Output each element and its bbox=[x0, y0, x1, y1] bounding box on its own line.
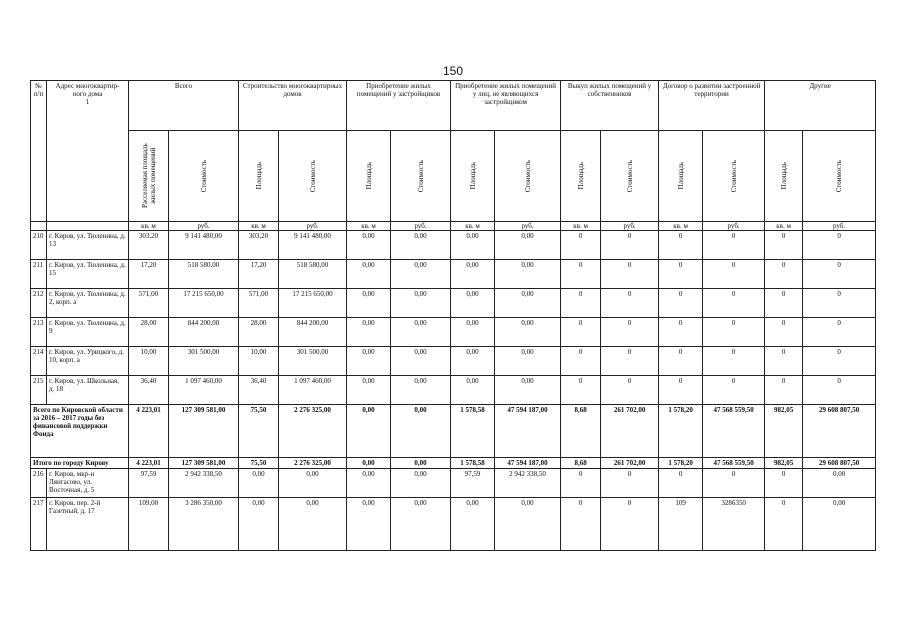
row-number: 213 bbox=[31, 318, 47, 347]
row-value: 0 bbox=[561, 376, 601, 405]
resettlement-table bbox=[30, 80, 876, 551]
row-value: 75,50 bbox=[239, 458, 279, 469]
row-value: 2 942 338,50 bbox=[495, 469, 561, 498]
unit-cell: кв. м bbox=[239, 222, 279, 231]
row-value: 0,00 bbox=[391, 405, 451, 458]
row-value: 0 bbox=[703, 347, 765, 376]
row-number: 214 bbox=[31, 347, 47, 376]
row-address: г. Киров, пер. 2-й Газетный, д. 17 bbox=[47, 498, 129, 551]
row-value: 0 bbox=[703, 469, 765, 498]
row-value: 0,00 bbox=[495, 260, 561, 289]
total-row bbox=[31, 458, 876, 469]
row-value: 0,00 bbox=[279, 469, 347, 498]
row-value: 127 309 581,00 bbox=[169, 458, 239, 469]
row-value: 0 bbox=[601, 498, 659, 551]
row-value: 0,00 bbox=[239, 498, 279, 551]
row-value: 0 bbox=[659, 231, 703, 260]
row-value: 0,00 bbox=[803, 469, 876, 498]
row-value: 0,00 bbox=[495, 498, 561, 551]
row-value: 0 bbox=[703, 318, 765, 347]
row-value: 17,20 bbox=[239, 260, 279, 289]
page-number: 150 bbox=[443, 64, 464, 78]
row-value: 0 bbox=[803, 289, 876, 318]
row-value: 1 578,58 bbox=[451, 458, 495, 469]
row-value: 0,00 bbox=[495, 231, 561, 260]
subheader-label: Стоимость bbox=[523, 159, 532, 193]
row-value: 0 bbox=[765, 469, 803, 498]
unit-cell: руб. bbox=[601, 222, 659, 231]
row-value: 0 bbox=[803, 376, 876, 405]
row-address: г. Киров, ул. Тюленина, д. 9 bbox=[47, 318, 129, 347]
subheader-cost bbox=[169, 131, 239, 222]
table-row bbox=[31, 260, 876, 289]
row-number: 212 bbox=[31, 289, 47, 318]
row-value: 17 215 650,00 bbox=[279, 289, 347, 318]
row-value: 261 702,00 bbox=[601, 458, 659, 469]
row-value: 10,00 bbox=[239, 347, 279, 376]
subheader-label: Площадь bbox=[576, 162, 585, 190]
row-value: 0 bbox=[659, 347, 703, 376]
row-value: 0,00 bbox=[239, 469, 279, 498]
subheader-label: Стоимость bbox=[729, 159, 738, 193]
table-row bbox=[31, 318, 876, 347]
row-value: 0 bbox=[803, 347, 876, 376]
total-label: Итого по городу Кирову bbox=[31, 458, 129, 469]
unit-cell: кв. м bbox=[561, 222, 601, 231]
subheader-area bbox=[239, 131, 279, 222]
row-value: 844 200,00 bbox=[169, 318, 239, 347]
header-group-total: Всего bbox=[129, 81, 239, 131]
row-value: 0,00 bbox=[495, 347, 561, 376]
unit-cell: кв. м bbox=[451, 222, 495, 231]
row-value: 0,00 bbox=[347, 260, 391, 289]
row-address: г. Киров, ул. Школьная, д. 18 bbox=[47, 376, 129, 405]
row-value: 0 bbox=[561, 289, 601, 318]
row-value: 0,00 bbox=[391, 289, 451, 318]
row-value: 0 bbox=[561, 469, 601, 498]
row-value: 0,00 bbox=[451, 231, 495, 260]
row-value: 0,00 bbox=[347, 318, 391, 347]
subheader-label: Стоимость bbox=[199, 159, 208, 193]
row-value: 0,00 bbox=[391, 260, 451, 289]
subheader-label: Стоимость bbox=[308, 159, 317, 193]
row-value: 0,00 bbox=[347, 347, 391, 376]
row-value: 0 bbox=[765, 260, 803, 289]
row-value: 1 097 460,00 bbox=[279, 376, 347, 405]
row-address: г. Киров, ул. Тюленина, д. 2, корп. а bbox=[47, 289, 129, 318]
total-label: Всего по Кировской области за 2016 – 2017 годы без финансовой поддержки Фонда bbox=[31, 405, 129, 458]
subheader-area bbox=[561, 131, 601, 222]
table-row bbox=[31, 498, 876, 551]
row-value: 301 500,00 bbox=[169, 347, 239, 376]
row-value: 0,00 bbox=[347, 498, 391, 551]
row-value: 0 bbox=[561, 498, 601, 551]
row-value: 982,05 bbox=[765, 458, 803, 469]
row-address: г. Киров, ул. Урицкого, д. 10, корп. а bbox=[47, 347, 129, 376]
subheader-label: Площадь bbox=[254, 162, 263, 190]
row-value: 0,00 bbox=[495, 376, 561, 405]
row-value: 0,00 bbox=[391, 498, 451, 551]
row-value: 0,00 bbox=[347, 469, 391, 498]
row-value: 109,00 bbox=[129, 498, 169, 551]
row-value: 0 bbox=[601, 231, 659, 260]
row-value: 982,05 bbox=[765, 405, 803, 458]
subheader-cost bbox=[703, 131, 765, 222]
row-value: 47 594 187,00 bbox=[495, 458, 561, 469]
row-value: 303,20 bbox=[129, 231, 169, 260]
subheader-label: Стоимость bbox=[416, 159, 425, 193]
row-value: 0,00 bbox=[391, 458, 451, 469]
unit-cell: кв. м bbox=[129, 222, 169, 231]
row-value: 47 568 559,50 bbox=[703, 405, 765, 458]
row-value: 571,00 bbox=[129, 289, 169, 318]
row-value: 0 bbox=[703, 231, 765, 260]
row-value: 0 bbox=[561, 318, 601, 347]
row-value: 0 bbox=[561, 231, 601, 260]
row-value: 29 608 807,50 bbox=[803, 458, 876, 469]
row-value: 1 578,58 bbox=[451, 405, 495, 458]
subheader-resettled-area bbox=[129, 131, 169, 222]
row-value: 261 702,00 bbox=[601, 405, 659, 458]
unit-cell: руб. bbox=[703, 222, 765, 231]
row-value: 0 bbox=[601, 376, 659, 405]
row-value: 0 bbox=[659, 376, 703, 405]
subheader-label: Стоимость bbox=[835, 159, 844, 193]
subheader-label: Площадь bbox=[676, 162, 685, 190]
row-value: 0 bbox=[765, 318, 803, 347]
row-value: 0 bbox=[765, 231, 803, 260]
row-value: 0,00 bbox=[451, 318, 495, 347]
header-address-label: Адрес многоквартир-ного дома bbox=[55, 82, 120, 98]
table-row bbox=[31, 376, 876, 405]
row-value: 0 bbox=[703, 376, 765, 405]
row-value: 0,00 bbox=[391, 469, 451, 498]
row-value: 0,00 bbox=[495, 289, 561, 318]
row-value: 2 276 325,00 bbox=[279, 405, 347, 458]
row-value: 0,00 bbox=[347, 458, 391, 469]
row-number: 217 bbox=[31, 498, 47, 551]
unit-cell: кв. м bbox=[347, 222, 391, 231]
row-value: 97,59 bbox=[451, 469, 495, 498]
row-value: 28,00 bbox=[129, 318, 169, 347]
row-number: 211 bbox=[31, 260, 47, 289]
row-value: 1 578,20 bbox=[659, 458, 703, 469]
unit-cell: кв. м bbox=[765, 222, 803, 231]
row-value: 1 578,20 bbox=[659, 405, 703, 458]
row-value: 0 bbox=[659, 318, 703, 347]
row-value: 571,00 bbox=[239, 289, 279, 318]
row-address: г. Киров, ул. Тюленина, д. 15 bbox=[47, 260, 129, 289]
row-value: 0 bbox=[601, 289, 659, 318]
row-value: 0 bbox=[765, 347, 803, 376]
row-value: 28,00 bbox=[239, 318, 279, 347]
row-value: 844 200,00 bbox=[279, 318, 347, 347]
row-value: 0 bbox=[703, 289, 765, 318]
unit-cell: руб. bbox=[803, 222, 876, 231]
row-value: 3 286 350,00 bbox=[169, 498, 239, 551]
row-value: 3286350 bbox=[703, 498, 765, 551]
table-row bbox=[31, 347, 876, 376]
row-value: 0,00 bbox=[347, 376, 391, 405]
row-value: 127 309 581,00 bbox=[169, 405, 239, 458]
row-value: 0 bbox=[601, 469, 659, 498]
row-value: 97,59 bbox=[129, 469, 169, 498]
row-value: 0,00 bbox=[347, 231, 391, 260]
row-value: 36,40 bbox=[239, 376, 279, 405]
row-value: 0,00 bbox=[451, 376, 495, 405]
unit-cell: кв. м bbox=[659, 222, 703, 231]
row-value: 0 bbox=[803, 318, 876, 347]
header-group-construction: Строительство многоквартирных домов bbox=[239, 81, 347, 131]
row-value: 0,00 bbox=[803, 498, 876, 551]
header-num: № п/п bbox=[31, 81, 47, 222]
subheader-label: Площадь bbox=[779, 162, 788, 190]
row-value: 0,00 bbox=[451, 289, 495, 318]
row-address: г. Киров, мкр-н Лянгасово, ул. Восточная, д. 5 bbox=[47, 469, 129, 498]
row-value: 0 bbox=[659, 289, 703, 318]
unit-cell: руб. bbox=[279, 222, 347, 231]
unit-cell-empty bbox=[31, 222, 47, 231]
row-value: 4 223,01 bbox=[129, 458, 169, 469]
row-value: 47 594 187,00 bbox=[495, 405, 561, 458]
header-group-developers: Приобретение жилых помещений у застройщиков bbox=[347, 81, 451, 131]
row-value: 109 bbox=[659, 498, 703, 551]
header-group-non-developers: Приобретение жилых помещений у лиц, не являющихся застройщиком bbox=[451, 81, 561, 131]
row-value: 0,00 bbox=[391, 318, 451, 347]
header-address-note: 1 bbox=[85, 98, 90, 106]
row-value: 0 bbox=[703, 260, 765, 289]
row-value: 0 bbox=[601, 318, 659, 347]
row-value: 2 942 338,50 bbox=[169, 469, 239, 498]
table-row bbox=[31, 469, 876, 498]
row-value: 36,40 bbox=[129, 376, 169, 405]
table-row bbox=[31, 231, 876, 260]
row-number: 215 bbox=[31, 376, 47, 405]
subheader-label: Площадь bbox=[468, 162, 477, 190]
row-value: 17,20 bbox=[129, 260, 169, 289]
row-number: 210 bbox=[31, 231, 47, 260]
row-value: 47 568 559,50 bbox=[703, 458, 765, 469]
row-value: 4 223,01 bbox=[129, 405, 169, 458]
row-value: 2 276 325,00 bbox=[279, 458, 347, 469]
row-value: 0,00 bbox=[391, 347, 451, 376]
row-value: 10,00 bbox=[129, 347, 169, 376]
row-value: 301 500,00 bbox=[279, 347, 347, 376]
row-value: 0 bbox=[765, 376, 803, 405]
row-value: 0 bbox=[765, 289, 803, 318]
subheader-cost bbox=[601, 131, 659, 222]
header-group-development-contract: Договор о развитии застроенной территории bbox=[659, 81, 765, 131]
row-value: 0,00 bbox=[279, 498, 347, 551]
row-value: 0 bbox=[561, 260, 601, 289]
row-value: 0,00 bbox=[391, 231, 451, 260]
subheader-cost bbox=[495, 131, 561, 222]
header-group-other: Другие bbox=[765, 81, 876, 131]
subheader-area bbox=[451, 131, 495, 222]
table-body bbox=[31, 222, 876, 551]
row-value: 0 bbox=[561, 347, 601, 376]
subheader-cost bbox=[803, 131, 876, 222]
row-value: 0,00 bbox=[451, 260, 495, 289]
subheader-area bbox=[765, 131, 803, 222]
row-value: 9 141 480,00 bbox=[279, 231, 347, 260]
row-value: 0 bbox=[659, 469, 703, 498]
unit-cell: руб. bbox=[169, 222, 239, 231]
unit-cell: руб. bbox=[495, 222, 561, 231]
row-value: 0 bbox=[601, 347, 659, 376]
subheader-label: Площадь bbox=[364, 162, 373, 190]
row-address: г. Киров, ул. Тюленина, д. 13 bbox=[47, 231, 129, 260]
row-value: 17 215 650,00 bbox=[169, 289, 239, 318]
row-value: 0 bbox=[601, 260, 659, 289]
header-address bbox=[47, 81, 129, 222]
row-value: 0,00 bbox=[451, 347, 495, 376]
units-row bbox=[31, 222, 876, 231]
subheader-area bbox=[659, 131, 703, 222]
row-value: 29 608 807,50 bbox=[803, 405, 876, 458]
row-value: 518 580,00 bbox=[169, 260, 239, 289]
row-value: 303,20 bbox=[239, 231, 279, 260]
subheader-area bbox=[347, 131, 391, 222]
row-value: 0,00 bbox=[391, 376, 451, 405]
header-group-buyout: Выкуп жилых помещений у собственников bbox=[561, 81, 659, 131]
row-value: 0 bbox=[803, 231, 876, 260]
subheader-label: Стоимость bbox=[625, 159, 634, 193]
total-row bbox=[31, 405, 876, 458]
row-value: 1 097 460,00 bbox=[169, 376, 239, 405]
row-value: 8,68 bbox=[561, 405, 601, 458]
row-value: 0,00 bbox=[347, 405, 391, 458]
row-value: 0,00 bbox=[495, 318, 561, 347]
row-value: 518 580,00 bbox=[279, 260, 347, 289]
unit-cell-empty bbox=[47, 222, 129, 231]
row-value: 0,00 bbox=[451, 498, 495, 551]
row-value: 8,68 bbox=[561, 458, 601, 469]
subheader-cost bbox=[279, 131, 347, 222]
subheader-label: Расселяемая площадь жилых помещений bbox=[140, 143, 157, 209]
row-value: 0 bbox=[765, 498, 803, 551]
row-value: 0 bbox=[659, 260, 703, 289]
row-value: 0 bbox=[803, 260, 876, 289]
row-value: 0,00 bbox=[347, 289, 391, 318]
row-value: 75,50 bbox=[239, 405, 279, 458]
row-number: 216 bbox=[31, 469, 47, 498]
table-row bbox=[31, 289, 876, 318]
row-value: 9 141 480,00 bbox=[169, 231, 239, 260]
subheader-cost bbox=[391, 131, 451, 222]
unit-cell: руб. bbox=[391, 222, 451, 231]
